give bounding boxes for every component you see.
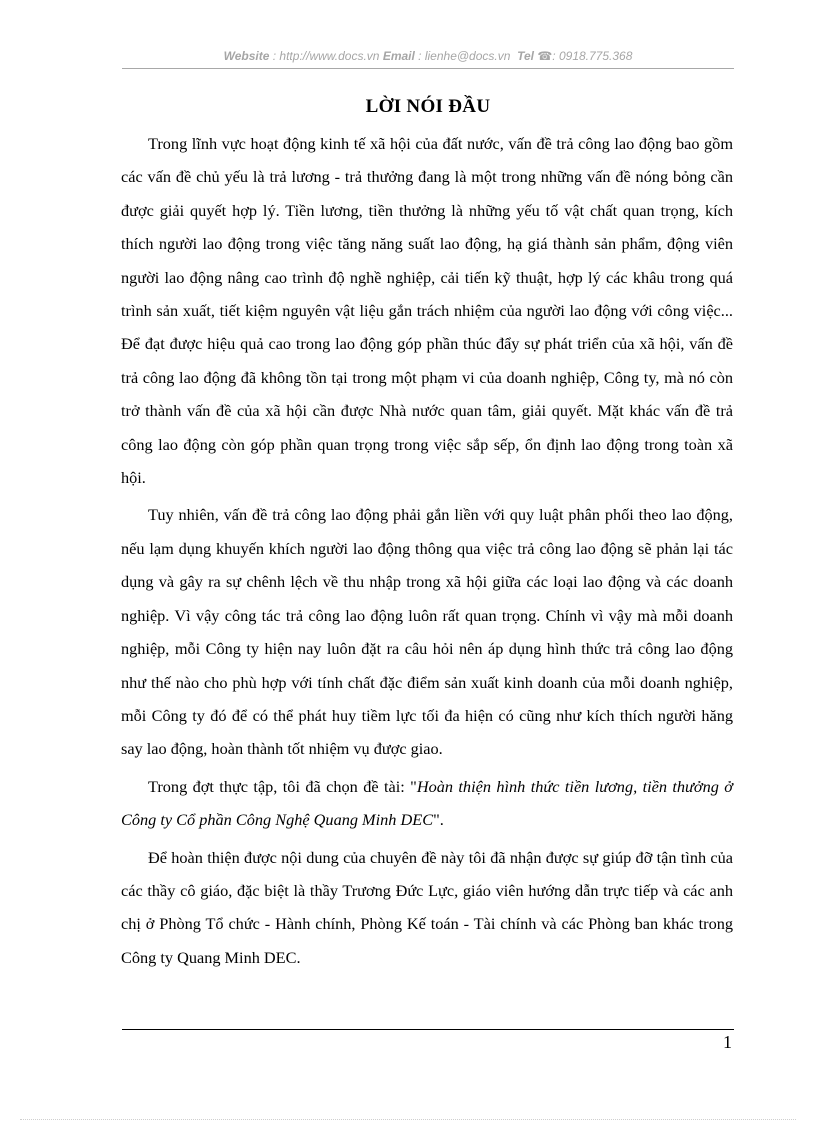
paragraph-acknowledgement: Để hoàn thiện được nội dung của chuyên đề này tôi đã nhận được sự giúp đỡ tận tình của các thầy cô giáo, đặc biệt là thầy Trương Đức Lực, giáo viên hướng dẫn trực tiếp và các anh chị ở Phòng Tổ chức - Hành chính, Phòng Kế toán - Tài chính và các Phòng ban khác trong Công ty Quang Minh DEC. xyxy=(121,847,733,967)
paragraph-topic xyxy=(121,770,733,837)
page-header xyxy=(122,46,734,69)
paragraph-intro: Trong lĩnh vực hoạt động kinh tế xã hội của đất nước, vấn đề trả công lao động bao gồm các vấn đề chủ yếu là trả lương - trả thưởng đang là một trong những vấn đề nóng bỏng cần được giải quyết hợp lý. Tiền lương, tiền thưởng là những yếu tố vật chất quan trọng, kích thích người lao động trong việc tăng năng suất lao động, hạ giá thành sản phẩm, động viên người lao động nâng cao trình độ nghề nghiệp, cải tiến kỹ thuật, hợp lý các khâu trong quá trình sản xuất, tiết kiệm nguyên vật liệu gắn trách nhiệm của người lao động với công việc... Để đạt được hiệu quả cao trong lao động góp phần thúc đẩy sự phát triển của xã hội, vấn đề trả công lao động đã không tồn tại trong một phạm vi của doanh nghiệp, Công ty, mà nó còn trở thành vấn đề của xã hội cần được Nhà nước quan tâm, giải quyết. Mặt khác vấn đề trả công lao động còn góp phần quan trọng trong việc sắp sếp, ổn định lao động trong toàn xã hội. xyxy=(121,134,733,488)
website-label: Website xyxy=(223,49,270,63)
topic-tail: ". xyxy=(433,810,444,830)
page-number: 1 xyxy=(723,1032,732,1052)
email-label: Email xyxy=(382,49,415,63)
email-separator: : xyxy=(414,49,425,63)
document-body xyxy=(121,127,733,974)
tel-number: : 0918.775.368 xyxy=(552,49,633,63)
tel-label: Tel xyxy=(517,49,534,63)
website-url[interactable]: http://www.docs.vn xyxy=(279,49,380,63)
phone-icon: ☎ xyxy=(537,49,553,63)
email-address[interactable]: lienhe@docs.vn xyxy=(424,49,511,63)
topic-lead: Trong đợt thực tập, tôi đã chọn đề tài: " xyxy=(148,776,417,796)
website-separator: : xyxy=(269,49,280,63)
footer-divider xyxy=(122,1029,734,1030)
paragraph-however: Tuy nhiên, vấn đề trả công lao động phải gắn liền với quy luật phân phối theo lao động, nếu lạm dụng khuyến khích người lao động thông qua việc trả công lao động sẽ phản lại tác dụng và gây ra sự chênh lệch về thu nhập trong xã hội giữa các loại lao động và các doanh nghiệp. Vì vậy công tác trả công lao động luôn rất quan trọng. Chính vì vậy mà mỗi doanh nghiệp, mỗi Công ty hiện nay luôn đặt ra câu hỏi nên áp dụng hình thức trả công lao động như thế nào cho phù hợp với tính chất đặc điểm sản xuất kinh doanh của mỗi doanh nghiệp, mỗi Công ty đó để có thể phát huy tiềm lực tối đa hiện có cũng như kích thích người hăng say lao động, hoàn thành tốt nhiệm vụ được giao. xyxy=(121,505,733,759)
page-title: LỜI NÓI ĐẦU xyxy=(365,96,491,117)
page-edge-divider xyxy=(20,1119,796,1120)
topic-title: Hoàn thiện hình thức tiền lương, tiền thưởng ở Công ty Cổ phần Công Nghệ Quang Minh DEC xyxy=(121,776,733,830)
